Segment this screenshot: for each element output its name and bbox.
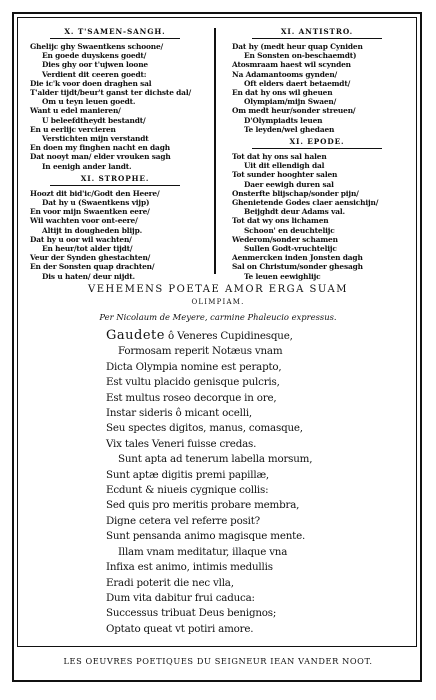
verse-line: Wederom/sonder schamen [232, 234, 338, 244]
left-heading-2: XI. STROPHE. [80, 173, 150, 183]
latin-poem-title: VEHEMENS POETAE AMOR ERGA SUAM [88, 284, 348, 295]
verse-line: Dies ghy oor t'ujwen loone [42, 60, 148, 70]
right-heading-1: XI. ANTISTRO. [280, 27, 354, 36]
verse-line: Schoon' en deuchtelijc [244, 225, 335, 235]
verse-line: Est vultu placido genisque pulcris, [106, 376, 280, 389]
verse-line: Oft elders daert betaemdt/ [244, 78, 351, 88]
verse-line: Verstichten mijn verstandt [42, 134, 149, 144]
verse-line: Formosam reperit Notæus vnam [118, 345, 283, 358]
verse-line: Successus tribuat Deus benignos; [106, 607, 277, 620]
verse-line: Dicta Olympia nomine est perapto, [106, 360, 282, 373]
verse-line: Infixa est animo, intimis medullis [106, 561, 273, 574]
verse-line: Vix tales Veneri fuisse credas. [106, 437, 257, 450]
verse-line: Olympiam/mijn Swaen/ [244, 97, 337, 107]
latin-poem [106, 328, 406, 637]
verse-line: Est multus roseo decorque in ore, [106, 391, 277, 404]
verse-line: Ghenietende Godes claer aensichijn/ [232, 198, 379, 208]
verse-line: En der Sonsten quap drachten/ [30, 262, 155, 272]
verse-line: Hoozt dit bid'ic/Godt den Heere/ [30, 188, 160, 198]
left-stanza-1 [30, 42, 200, 171]
right-stanza-2 [232, 152, 402, 281]
latin-poem-first-line [106, 328, 406, 344]
verse-line: Digne cetera vel referre posit? [106, 514, 261, 527]
verse-line: Sullen Godt-vruchtelijc [244, 244, 337, 254]
verse-line: Om u teyn leuen goedt. [42, 97, 136, 107]
left-column [30, 24, 200, 281]
verse-line: Te leuen eewighlijc [244, 271, 321, 281]
right-heading-2: XI. EPODE. [289, 137, 345, 147]
verse-line: Ecdunt & niueis cygnique collis: [106, 484, 269, 497]
verse-line: U beleefdtheydt bestandt/ [42, 115, 146, 125]
verse-line: Dat hy (medt heur quap Cyniden [232, 42, 363, 51]
verse-line: En heur/tot alder tijdt/ [42, 244, 133, 254]
verse-line: Tot dat hy ons sal halen [232, 152, 327, 162]
verse-line: En goede duyskens goedt/ [42, 51, 147, 61]
right-heading-2-rule [252, 148, 382, 149]
verse-line: Dum vita dabitur frui caduca: [106, 591, 255, 604]
verse-line: Uit dit ellendigh dal [244, 161, 325, 171]
verse-line: En u eerlijc vercieren [30, 124, 116, 134]
verse-line: En dat hy ons wil gheuen [232, 88, 333, 98]
verse-line: Altijt in dougheden blijp. [42, 225, 143, 235]
left-heading-1-rule [50, 38, 180, 39]
left-heading-2-rule [50, 185, 180, 186]
right-heading-1-rule [252, 38, 382, 39]
verse-line: Verdient dit ceeren goedt: [42, 69, 147, 79]
right-column [232, 24, 402, 281]
verse-line: Sunt aptæ digitis premi papillæ, [106, 468, 269, 481]
column-divider [214, 28, 216, 274]
verse-line: Sunt pensanda animo magisque mente. [106, 530, 306, 543]
verse-line: Eradi poterit die nec vlla, [106, 576, 234, 589]
verse-line: D'Olympiadts leuen [244, 115, 323, 125]
verse-line: Sed quis pro meritis probare membra, [106, 499, 300, 512]
verse-line: Instar sideris ô micant ocelli, [106, 407, 252, 420]
verse-line: Aenmercken inden Jonsten dagh [232, 253, 363, 263]
verse-line: Onsterfte blijschap/sonder pijn/ [232, 188, 359, 198]
latin-poem-subtitle: OLIMPIAM. [191, 298, 245, 306]
verse-line: Want u edel manieren/ [30, 106, 121, 116]
right-stanza-1 [232, 42, 402, 134]
verse-line: Wil wachten voor ont-eere/ [30, 216, 138, 226]
verse-line: Veur der Synden ghestachten/ [30, 253, 151, 263]
verse-line: Te leyden/wel ghedaen [244, 124, 335, 134]
verse-line: Dis u haten/ deur nijdt. [42, 271, 135, 281]
verse-line: Die ic'k voor doen draghen sal [30, 78, 152, 88]
verse-line: Sal on Christum/sonder ghesagh [232, 262, 363, 272]
verse-line: Tot dat wy ons lichamen [232, 216, 329, 226]
verse-line: Seu spectes digitos, manus, comasque, [106, 422, 303, 435]
verse-line: Sunt apta ad tenerum labella morsum, [118, 453, 313, 466]
verse-line: T'alder tijdt/beur't ganst ter dichste dal/ [30, 88, 192, 98]
verse-line: Dat hy u (Swaentkens vijp) [42, 198, 150, 208]
left-stanza-2 [30, 189, 200, 281]
verse-line: In eenigh ander landt. [42, 161, 132, 171]
verse-line: Daer eewigh duren sal [244, 179, 334, 189]
verse-line: Beijghdt deur Adams val. [244, 207, 345, 217]
verse-line: Ghelijc ghy Swaentkens schoone/ [30, 42, 164, 51]
verse-line: Dat nooyt man/ elder vrouken sagh [30, 152, 171, 162]
verse-line: En doen my finghen nacht en dagh [30, 143, 170, 153]
latin-poem-byline: Per Nicolaum de Meyere, carmine Phaleucio expressus. [99, 312, 337, 322]
latin-poem-lines [106, 344, 406, 637]
verse-line: Illam vnam meditatur, illaque vna [118, 545, 288, 558]
verse-line: Atosmraam haest wil scynden [232, 60, 351, 70]
verse-line: Om medt heur/sonder streuen/ [232, 106, 356, 116]
verse-line: Optato queat vt potiri amore. [106, 622, 254, 635]
verse-line: Na Adamantooms gynden/ [232, 69, 338, 79]
verse-line: En voor mijn Swaentken eere/ [30, 207, 150, 217]
initial-word: Gaudete [106, 328, 165, 343]
left-heading-1: X. T'SAMEN-SANGH. [64, 27, 166, 36]
running-footer: LES OEUVRES POETIQUES DU SEIGNEUR IEAN VANDER NOOT. [63, 656, 373, 666]
verse-line: Dat hy u oor wil wachten/ [30, 234, 132, 244]
first-line-rest: ô Veneres Cupidinesque, [164, 330, 293, 342]
verse-line: En Sonsten on-beschaemdt) [244, 51, 357, 61]
verse-line: Tot sunder hooghter salen [232, 170, 338, 180]
